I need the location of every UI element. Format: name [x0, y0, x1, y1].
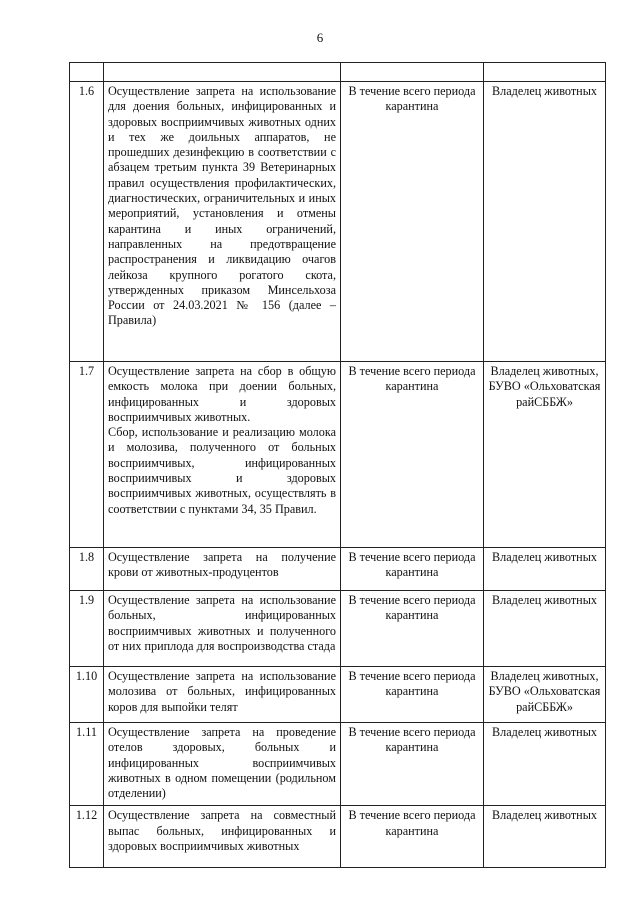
event-paragraph: Сбор, использование и реализацию молока и молозива, полученного от больных восприимчивых, инфицированных восприимчивых и здоровых восприимчивых животных, осуществлять в соответствии с пунктами 34, 35 Правил.: [108, 425, 336, 516]
responsible-cell: Владелец животных: [484, 723, 606, 806]
event-paragraph: Осуществление запрета на совместный выпас больных, инфицированных и здоровых восприимчивых животных: [108, 808, 336, 854]
responsible-cell: Владелец животных, БУВО «Ольховатская райСББЖ»: [484, 362, 606, 548]
term-cell: В течение всего периода карантина: [341, 667, 484, 723]
term-cell: В течение всего периода карантина: [341, 82, 484, 362]
event-cell: [104, 591, 341, 667]
event-cell: [104, 667, 341, 723]
table-row: [70, 667, 606, 723]
responsible-cell: Владелец животных: [484, 806, 606, 868]
table-row: [70, 591, 606, 667]
table-row: [70, 82, 606, 362]
row-number: 1.6: [70, 82, 104, 362]
responsible-cell: Владелец животных: [484, 548, 606, 591]
term-cell: В течение всего периода карантина: [341, 591, 484, 667]
term-cell: В течение всего периода карантина: [341, 362, 484, 548]
row-number: 1.7: [70, 362, 104, 548]
event-cell: [104, 723, 341, 806]
page-number: 6: [316, 30, 324, 45]
event-cell: [104, 806, 341, 868]
row-number: 1.10: [70, 667, 104, 723]
term-cell: В течение всего периода карантина: [341, 806, 484, 868]
term-cell: В течение всего периода карантина: [341, 723, 484, 806]
event-paragraph: Осуществление запрета на использование для доения больных, инфицированных и здоровых восприимчивых животных одних и тех же доильных аппаратов, не прошедших дезинфекцию в соответствии с абзацем третьим пункта 39 Ветеринарных правил осуществления профилактических, диагностических, ограничительных и иных мероприятий, установления и отмены карантина и иных ограничений, направленных на предотвращение распространения и ликвидацию очагов лейкоза крупного рогатого скота, утвержденных приказом Минсельхоза России от 24.03.2021 № 156 (далее – Правила): [108, 84, 336, 328]
measures-table: [69, 62, 606, 868]
table-row: [70, 723, 606, 806]
row-number: 1.11: [70, 723, 104, 806]
responsible-cell: Владелец животных, БУВО «Ольховатская райСББЖ»: [484, 667, 606, 723]
term-cell: В течение всего периода карантина: [341, 548, 484, 591]
event-cell: [104, 82, 341, 362]
row-number: 1.9: [70, 591, 104, 667]
table-row: [70, 806, 606, 868]
event-cell: [104, 548, 341, 591]
table-row: [70, 362, 606, 548]
row-number: 1.12: [70, 806, 104, 868]
event-paragraph: Осуществление запрета на проведение отелов здоровых, больных и инфицированных восприимчивых животных в одном помещении (родильном отделении): [108, 725, 336, 801]
responsible-cell: Владелец животных: [484, 82, 606, 362]
responsible-cell: Владелец животных: [484, 591, 606, 667]
event-cell: [104, 362, 341, 548]
event-paragraph: Осуществление запрета на использование молозива от больных, инфицированных коров для выпойки телят: [108, 669, 336, 714]
row-number: 1.8: [70, 548, 104, 591]
table-row: [70, 548, 606, 591]
event-paragraph: Осуществление запрета на сбор в общую емкость молока при доении больных, инфицированных и здоровых восприимчивых животных.: [108, 364, 336, 424]
event-paragraph: Осуществление запрета на получение крови от животных-продуцентов: [108, 550, 336, 580]
table-continuation-row: [70, 63, 606, 82]
event-paragraph: Осуществление запрета на использование больных, инфицированных восприимчивых животных и полученного от них приплода для воспроизводства стада: [108, 593, 336, 653]
